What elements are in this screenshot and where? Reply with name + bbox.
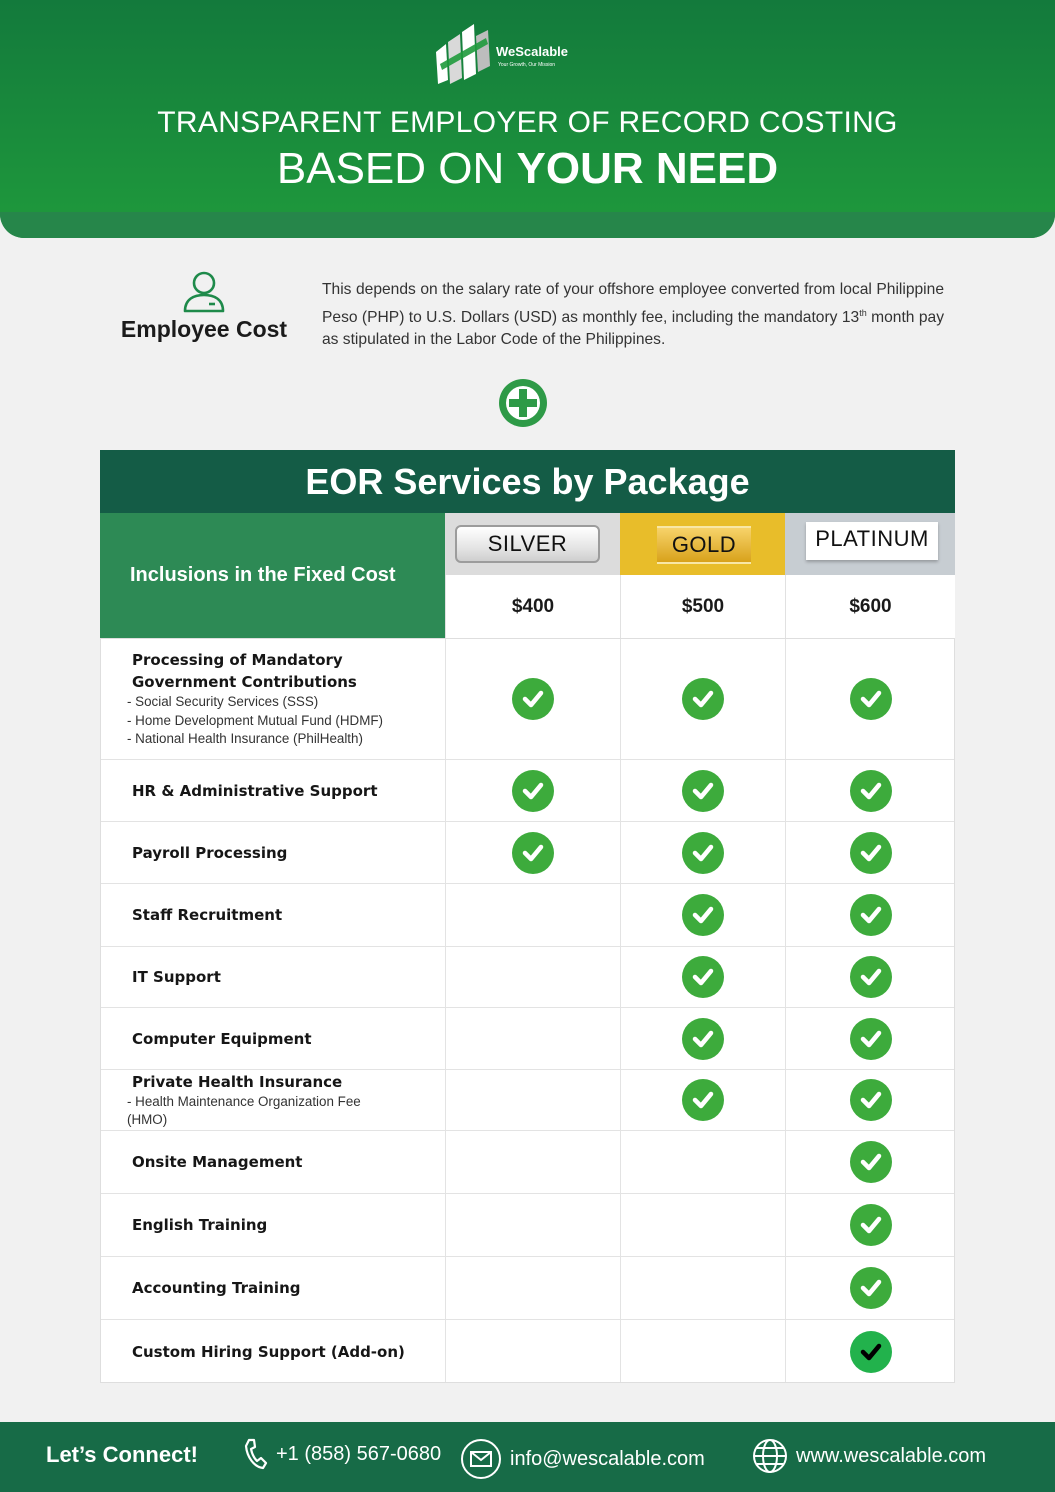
cell-gold bbox=[620, 760, 785, 821]
footer-email-text: info@wescalable.com bbox=[510, 1447, 705, 1470]
cell-platinum bbox=[785, 1070, 955, 1130]
row-label bbox=[100, 822, 445, 883]
cell-silver bbox=[445, 822, 620, 883]
check-icon bbox=[850, 770, 892, 812]
plus-icon bbox=[497, 377, 549, 429]
envelope-icon bbox=[460, 1438, 502, 1480]
row-title: English Training bbox=[132, 1216, 268, 1234]
package-gold-header bbox=[620, 513, 785, 575]
check-icon bbox=[682, 770, 724, 812]
cell-gold bbox=[620, 1131, 785, 1193]
row-title: Onsite Management bbox=[132, 1153, 303, 1171]
employee-cost-desc-part2: month pay as stipulated in the Labor Code of the Philippines. bbox=[322, 308, 944, 349]
cell-gold bbox=[620, 822, 785, 883]
cell-platinum bbox=[785, 760, 955, 821]
package-platinum-header bbox=[785, 513, 955, 575]
package-silver-label: SILVER bbox=[455, 525, 600, 563]
row-label bbox=[100, 1131, 445, 1193]
row-title: Computer Equipment bbox=[132, 1029, 312, 1048]
cell-silver bbox=[445, 1320, 620, 1383]
cell-gold bbox=[620, 1194, 785, 1256]
cell-platinum bbox=[785, 1008, 955, 1069]
cell-silver bbox=[445, 760, 620, 821]
cell-platinum bbox=[785, 1320, 955, 1383]
footer-phone[interactable] bbox=[244, 1438, 441, 1470]
header-band bbox=[0, 212, 1055, 238]
hero-subtitle-regular: BASED ON bbox=[276, 144, 517, 193]
employee-cost-title: Employee Cost bbox=[120, 316, 288, 342]
footer-phone-text: +1 (858) 567-0680 bbox=[276, 1442, 442, 1465]
cell-platinum bbox=[785, 884, 955, 946]
check-icon bbox=[850, 956, 892, 998]
check-icon bbox=[850, 1331, 892, 1373]
row-title: Accounting Training bbox=[132, 1279, 301, 1297]
row-subitem: - Home Development Mutual Fund (HDMF) bbox=[127, 712, 383, 728]
cell-gold bbox=[620, 1070, 785, 1130]
logo-name: WeScalable bbox=[496, 44, 569, 59]
check-icon bbox=[850, 1079, 892, 1121]
row-subitem: - Social Security Services (SSS) bbox=[127, 694, 319, 710]
package-gold-label: GOLD bbox=[657, 526, 751, 564]
row-subitem: - Health Maintenance Organization Fee bbox=[127, 1093, 361, 1109]
table-row bbox=[100, 1069, 955, 1130]
check-icon bbox=[850, 1267, 892, 1309]
footer-contact-bar bbox=[0, 1422, 1055, 1492]
check-icon bbox=[682, 894, 724, 936]
inclusions-header: Inclusions in the Fixed Cost bbox=[100, 513, 445, 638]
check-icon bbox=[512, 770, 554, 812]
cell-platinum bbox=[785, 947, 955, 1007]
row-label bbox=[100, 1257, 445, 1319]
employee-cost-desc-sup: th bbox=[859, 307, 867, 318]
cell-silver bbox=[445, 1008, 620, 1069]
check-icon bbox=[512, 678, 554, 720]
footer-email[interactable] bbox=[460, 1438, 705, 1480]
cell-platinum bbox=[785, 1257, 955, 1319]
cell-silver bbox=[445, 639, 620, 759]
price-platinum: $600 bbox=[785, 575, 955, 638]
cell-silver bbox=[445, 1257, 620, 1319]
row-title: Custom Hiring Support (Add-on) bbox=[132, 1342, 405, 1361]
check-icon bbox=[850, 678, 892, 720]
row-label bbox=[100, 1008, 445, 1069]
table-row bbox=[100, 821, 955, 883]
cell-silver bbox=[445, 884, 620, 946]
row-label bbox=[100, 760, 445, 821]
row-subitem: (HMO) bbox=[127, 1112, 168, 1127]
cell-gold bbox=[620, 947, 785, 1007]
row-label bbox=[100, 1194, 445, 1256]
footer-website-text: www.wescalable.com bbox=[796, 1444, 987, 1467]
cell-platinum bbox=[785, 822, 955, 883]
hero-subtitle-bold: YOUR NEED bbox=[516, 144, 779, 193]
cell-gold bbox=[620, 639, 785, 759]
price-silver: $400 bbox=[445, 575, 620, 638]
cell-gold bbox=[620, 1320, 785, 1383]
check-icon bbox=[850, 1018, 892, 1060]
table-title: EOR Services by Package bbox=[100, 450, 955, 513]
check-icon bbox=[682, 678, 724, 720]
price-gold: $500 bbox=[620, 575, 785, 638]
check-icon bbox=[850, 832, 892, 874]
hero-title: TRANSPARENT EMPLOYER OF RECORD COSTING bbox=[157, 106, 898, 139]
row-title: Private Health Insurance bbox=[132, 1072, 343, 1091]
table-row bbox=[100, 1007, 955, 1069]
cell-silver bbox=[445, 1131, 620, 1193]
table-row bbox=[100, 638, 955, 759]
check-icon bbox=[682, 1079, 724, 1121]
phone-icon bbox=[244, 1438, 268, 1470]
table-row bbox=[100, 1130, 955, 1193]
row-subitem: - National Health Insurance (PhilHealth) bbox=[127, 731, 363, 747]
row-label bbox=[100, 1320, 445, 1383]
package-platinum-label: PLATINUM bbox=[806, 522, 938, 560]
cell-platinum bbox=[785, 1194, 955, 1256]
check-icon bbox=[682, 956, 724, 998]
row-label bbox=[100, 1070, 445, 1130]
row-title: IT Support bbox=[132, 968, 221, 986]
cell-silver bbox=[445, 1194, 620, 1256]
cell-platinum bbox=[785, 639, 955, 759]
check-icon bbox=[850, 1141, 892, 1183]
employee-cost-description bbox=[322, 279, 944, 352]
hero-subtitle bbox=[0, 144, 1055, 194]
cell-silver bbox=[445, 947, 620, 1007]
cell-platinum bbox=[785, 1131, 955, 1193]
cell-silver bbox=[445, 1070, 620, 1130]
cell-gold bbox=[620, 884, 785, 946]
logo-tagline: Your Growth, Our Mission bbox=[498, 62, 556, 68]
check-icon bbox=[682, 832, 724, 874]
check-icon bbox=[512, 832, 554, 874]
row-label bbox=[100, 639, 445, 759]
table-row bbox=[100, 759, 955, 821]
table-row bbox=[100, 883, 955, 946]
package-silver-header bbox=[445, 513, 620, 575]
cell-gold bbox=[620, 1257, 785, 1319]
globe-icon bbox=[752, 1438, 788, 1474]
row-title: Payroll Processing bbox=[132, 843, 288, 862]
cell-gold bbox=[620, 1008, 785, 1069]
brand-logo[interactable] bbox=[434, 22, 584, 90]
row-title: Processing of Mandatory Government Contributions bbox=[132, 651, 357, 692]
check-icon bbox=[850, 894, 892, 936]
table-row bbox=[100, 1256, 955, 1319]
table-row bbox=[100, 1193, 955, 1256]
header-banner bbox=[0, 0, 1055, 238]
check-icon bbox=[682, 1018, 724, 1060]
check-icon bbox=[850, 1204, 892, 1246]
user-icon bbox=[182, 270, 226, 314]
footer-connect-label: Let’s Connect! bbox=[46, 1442, 198, 1467]
table-row bbox=[100, 1319, 955, 1383]
row-title: Staff Recruitment bbox=[132, 906, 283, 924]
row-label bbox=[100, 884, 445, 946]
logo-mark-icon bbox=[434, 22, 494, 90]
row-label bbox=[100, 947, 445, 1007]
row-title: HR & Administrative Support bbox=[132, 781, 378, 800]
footer-website[interactable] bbox=[752, 1438, 986, 1474]
employee-cost-desc-part1: This depends on the salary rate of your offshore employee converted from local Philippine Peso (PHP) to U.S. Dollars (USD) as monthly fee, including the mandatory 13 bbox=[322, 281, 944, 326]
table-row bbox=[100, 946, 955, 1007]
